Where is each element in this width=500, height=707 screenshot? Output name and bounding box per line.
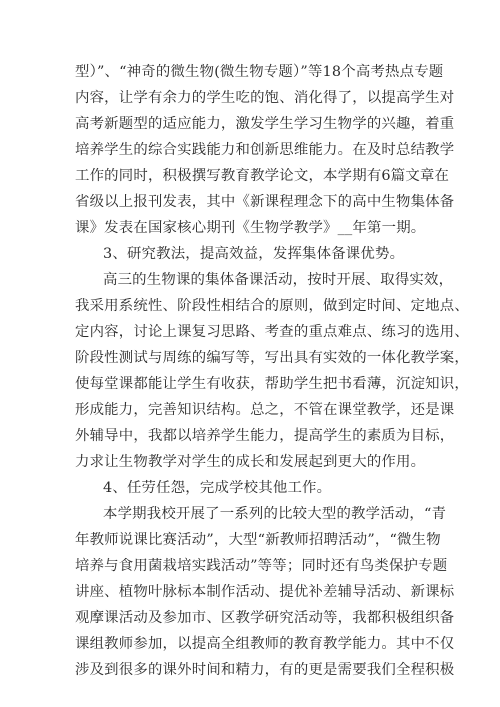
text-line: 课组教师参加，以提高全组教师的教育教学能力。其中不仅 [75,636,455,652]
text-line: 形成能力，完善知识结构。总之，不管在课堂教学，还是课 [75,402,455,418]
text-line: 外辅导中，我都以培养学生能力，提高学生的素质为目标， [75,428,455,444]
paragraph-first-line: 高三的生物课的集体备课活动，按时开展、取得实效， [103,272,454,288]
text-line: 省级以上报刊发表，其中《新课程理念下的高中生物集体备 [75,194,455,210]
text-line: 年教师说课比赛活动”，大型“新教师招聘活动”，“微生物 [75,532,441,548]
text-line: 高考新题型的适应能力，激发学生学习生物学的兴趣，着重 [75,116,455,132]
text-line: 阶段性测试与周练的编写等，写出具有实效的一体化教学案， [75,350,469,366]
text-line: 力求让生物教学对学生的成长和发展起到更大的作用。 [75,454,426,470]
text-line: 观摩课活动及参加市、区教学研究活动等，我都积极组织备 [75,610,455,626]
text-line: 涉及到很多的课外时间和精力，有的更是需要我们全程积极 [75,662,455,678]
text-line: 使每堂课都能让学生有收获，帮助学生把书看薄，沉淀知识， [75,376,469,392]
text-line: 课》发表在国家核心期刊《生物学教学》__年第一期。 [75,220,426,236]
text-line: 培养学生的综合实践能力和创新思维能力。在及时总结教学 [75,142,455,158]
text-line: 内容，让学有余力的学生吃的饱、消化得了，以提高学生对 [75,90,455,106]
section-heading: 3、研究教法，提高效益，发挥集体备课优势。 [103,246,405,262]
text-line: 讲座、植物叶脉标本制作活动、提优补差辅导活动、新课标 [75,584,455,600]
paragraph-first-line: 本学期我校开展了一系列的比较大型的教学活动，“青 [103,506,447,522]
text-line: 我采用系统性、阶段性相结合的原则，做到定时间、定地点、 [75,298,469,314]
text-line: 培养与食用菌栽培实践活动”等等；同时还有鸟类保护专题 [75,558,448,574]
text-line: 定内容，讨论上课复习思路、考查的重点难点、练习的选用、 [75,324,469,340]
text-line: 工作的同时，积极撰写教育教学论文，本学期有6篇文章在 [75,168,450,184]
section-heading: 4、任劳任怨，完成学校其他工作。 [103,480,332,496]
text-line: 型）”、“神奇的微生物(微生物专题）”等18个高考热点专题 [75,64,444,80]
